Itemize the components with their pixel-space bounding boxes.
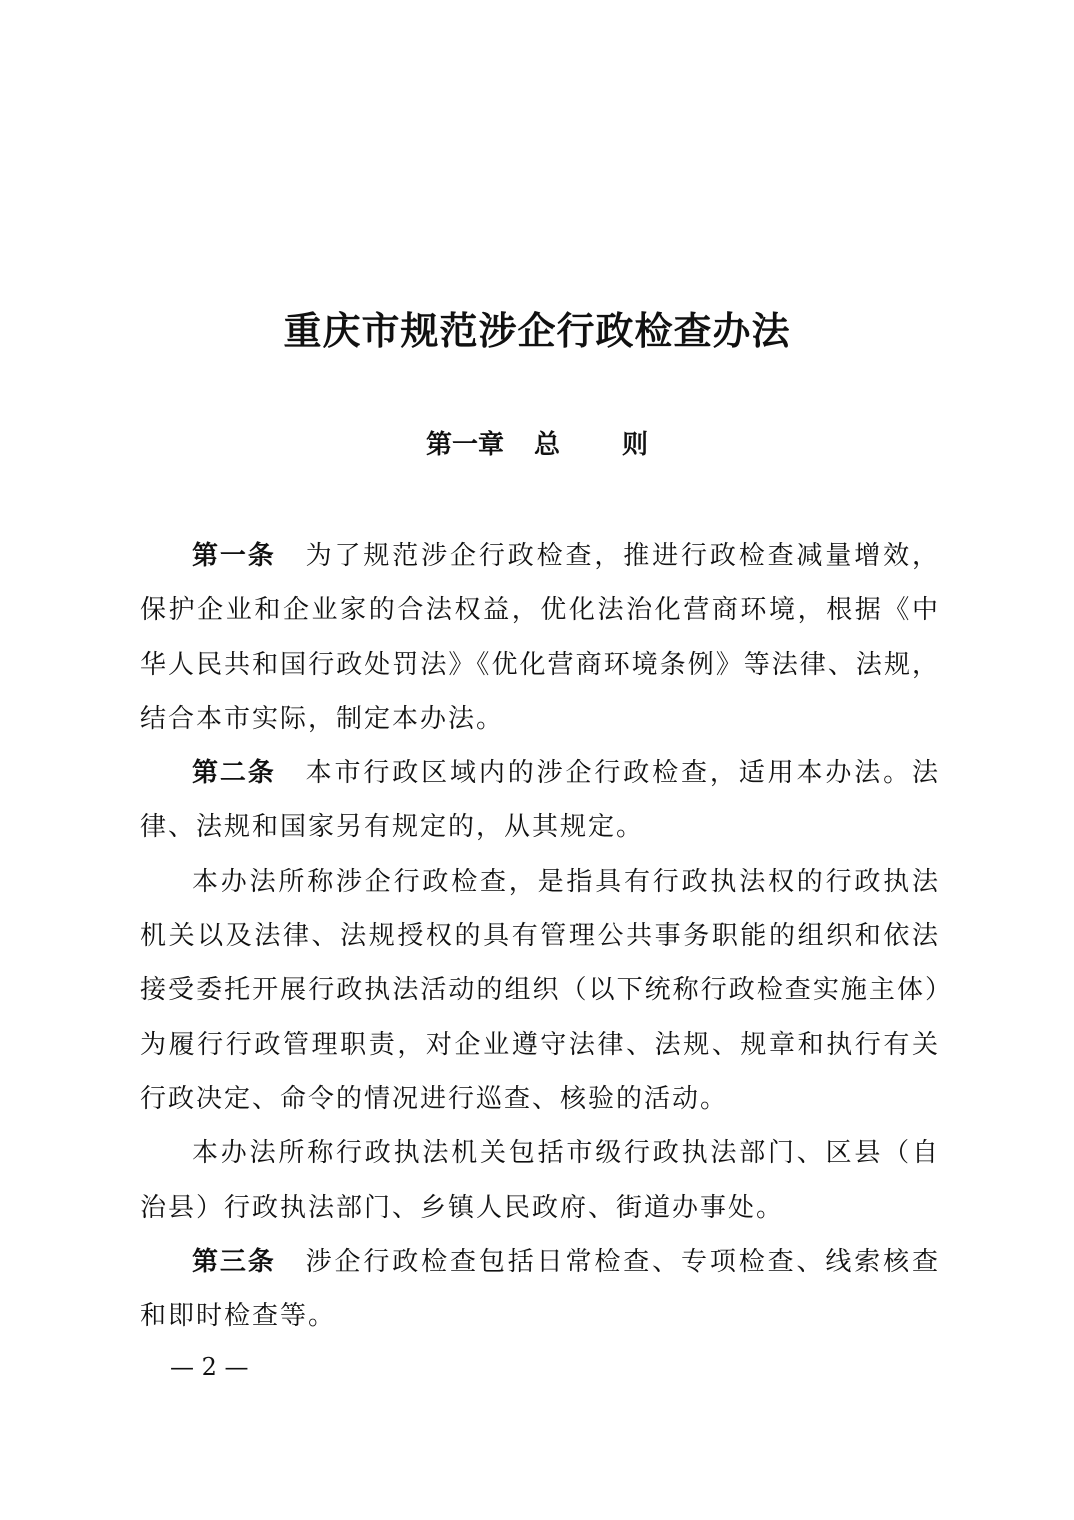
chapter-heading [0, 424, 1074, 461]
paragraph-text: 本办法所称涉企行政检查，是指具有行政执法权的行政执法机关以及法律、法规授权的具有管理公共事务职能的组织和依法接受委托开展行政执法活动的组织（以下统称行政检查实施主体）为履行行政管理职责，对企业遵守法律、法规、规章和执行有关行政决定、命令的情况进行巡查、核验的活动。 [140, 866, 940, 1114]
document-title: 重庆市规范涉企行政检查办法 [283, 309, 791, 353]
chapter-name-part2: 则 [622, 430, 649, 460]
paragraph-article-3 [140, 1235, 940, 1344]
page-number: — 2 — [170, 1353, 249, 1381]
paragraph-article-1 [140, 529, 940, 746]
paragraph-text: 涉企行政检查包括日常检查、专项检查、线索核查和即时检查等。 [140, 1246, 940, 1332]
chapter-name-part1: 总 [533, 430, 560, 460]
article-label: 第一条 [192, 541, 276, 571]
article-label: 第三条 [192, 1246, 276, 1277]
paragraph-article-2 [140, 746, 940, 855]
paragraph-article-2-definition [140, 855, 940, 1126]
paragraph-article-2-agencies [140, 1126, 940, 1235]
paragraph-text: 本市行政区域内的涉企行政检查，适用本办法。法律、法规和国家另有规定的，从其规定。 [140, 758, 940, 843]
article-label: 第二条 [192, 758, 276, 789]
paragraph-text: 本办法所称行政执法机关包括市级行政执法部门、区县（自治县）行政执法部门、乡镇人民政府、街道办事处。 [140, 1138, 940, 1223]
document-body [140, 529, 940, 1343]
chapter-number: 第一章 [425, 430, 504, 460]
paragraph-text: 为了规范涉企行政检查，推进行政检查减量增效，保护企业和企业家的合法权益，优化法治化营商环境，根据《中华人民共和国行政处罚法》《优化营商环境条例》等法律、法规，结合本市实际，制定本办法。 [140, 541, 940, 734]
